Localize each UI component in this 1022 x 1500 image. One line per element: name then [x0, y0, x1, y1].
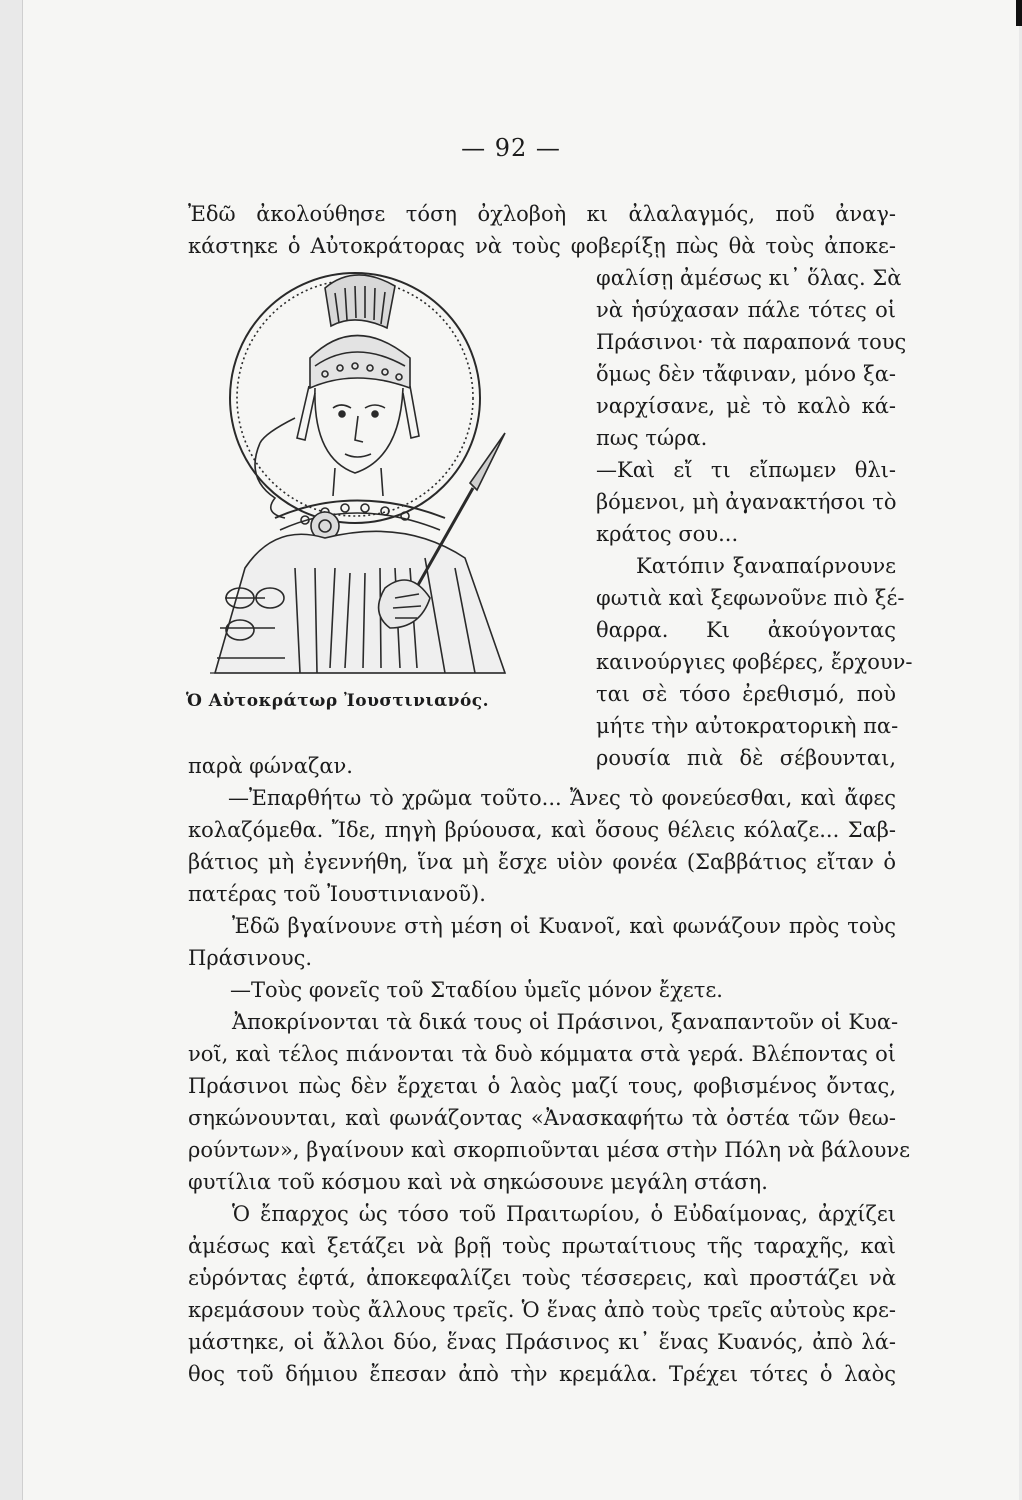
text-line: θος τοῦ δήμιου ἔπεσαν ἀπὸ τὴν κρεμάλα. Τρέχει τότες ὁ λαὸς	[188, 1362, 896, 1386]
text-line: βάτιος μὴ ἐγεννήθη, ἵνα μὴ ἔσχε υἱὸν φονέα (Σαββάτιος εἴταν ὁ	[188, 850, 896, 874]
text-line: Πράσινους.	[188, 946, 313, 970]
text-line: κολαζόμεθα. Ἴδε, πηγὴ βρύουσα, καὶ ὅσους θέλεις κόλαζε... Σαβ-	[188, 818, 896, 842]
text-line: Πράσινοι πὼς δὲν ἔρχεται ὁ λαὸς μαζί τους, φοβισμένος ὄντας,	[188, 1074, 896, 1098]
text-line: Ὁ ἔπαρχος ὡς τόσο τοῦ Πραιτωρίου, ὁ Εὐδαίμονας, ἀρχίζει	[232, 1202, 896, 1226]
text-line: μήτε τὴν αὐτοκρατορικὴ πα-	[596, 714, 899, 738]
text-line: παρὰ φώναζαν.	[188, 754, 353, 778]
text-line: κρεμάσουν τοὺς ἄλλους τρεῖς. Ὁ ἕνας ἀπὸ τοὺς τρεῖς αὐτοὺς κρε-	[188, 1298, 896, 1322]
text-line: Ἀποκρίνονται τὰ δικά τους οἱ Πράσινοι, ξαναπαντοῦν οἱ Κυα-	[232, 1010, 899, 1034]
text-line: ὅμως δὲν τἄφιναν, μόνο ξα-	[596, 362, 896, 386]
text-line: νὰ ἡσύχασαν πάλε τότες οἱ	[596, 298, 896, 322]
text-line: πατέρας τοῦ Ἰουστινιανοῦ).	[188, 882, 486, 906]
text-line: μάστηκε, οἱ ἄλλοι δύο, ἕνας Πράσινος κι᾽ ἕνας Κυανός, ἀπὸ λά-	[188, 1330, 896, 1354]
text-line: Ἐδῶ ἀκολούθησε τόση ὀχλοβοὴ κι ἀλαλαγμός, ποῦ ἀναγ-	[188, 202, 896, 226]
text-line: νοῖ, καὶ τέλος πιάνονται τὰ δυὸ κόμματα στὰ γερά. Βλέποντας οἱ	[188, 1042, 896, 1066]
text-line: ρούντων», βγαίνουν καὶ σκορπιοῦνται μέσα στὴν Πόλη νὰ βάλουνε	[188, 1138, 911, 1162]
text-line: —Τοὺς φονεῖς τοῦ Σταδίου ὑμεῖς μόνον ἔχετε.	[230, 978, 723, 1002]
text-line: φυτίλια τοῦ κόσμου καὶ νὰ σηκώσουνε μεγάλη στάση.	[188, 1170, 768, 1194]
text-line: κράτος σου...	[596, 522, 739, 546]
page-edge-shadow	[1016, 0, 1022, 26]
text-line: φωτιὰ καὶ ξεφωνοῦνε πιὸ ξέ-	[596, 586, 905, 610]
text-line: πως τώρα.	[596, 426, 708, 450]
text-line: —Καὶ εἴ τι εἴπωμεν θλι-	[596, 458, 896, 482]
page-number: — 92 —	[461, 134, 561, 162]
figure-caption: Ὁ Αὐτοκράτωρ Ἰουστινιανός.	[186, 691, 490, 711]
text-line: σηκώνουνται, καὶ φωνάζοντας «Ἀνασκαφήτω τὰ ὀστέα τῶν θεω-	[188, 1106, 896, 1130]
text-line: Ἐδῶ βγαίνουνε στὴ μέση οἱ Κυανοῖ, καὶ φωνάζουν πρὸς τοὺς	[232, 914, 896, 938]
text-line: ται σὲ τόσο ἐρεθισμό, ποὺ	[596, 682, 896, 706]
text-line: θαρρα. Κι ἀκούγοντας	[596, 618, 896, 642]
text-line: κάστηκε ὁ Αὐτοκράτορας νὰ τοὺς φοβερίξῃ πὼς θὰ τοὺς ἀποκε-	[188, 234, 896, 258]
text-line: Κατόπιν ξαναπαίρνουνε	[636, 554, 896, 578]
text-line: βόμενοι, μὴ ἀγανακτήσοι τὸ	[596, 490, 897, 514]
emperor-portrait-illustration	[205, 268, 565, 688]
text-line: ἀμέσως καὶ ξετάζει νὰ βρῇ τοὺς πρωταίτιους τῆς ταραχῆς, καὶ	[188, 1234, 896, 1258]
text-line: φαλίσῃ ἀμέσως κι᾽ ὅλας. Σὰ	[596, 266, 902, 290]
text-line: ναρχίσανε, μὲ τὸ καλὸ κά-	[596, 394, 896, 418]
text-line: Πράσινοι· τὰ παραπονά τους	[596, 330, 907, 354]
text-line: καινούργιες φοβέρες, ἔρχουν-	[596, 650, 913, 674]
text-line: εὑρόντας ἐφτά, ἀποκεφαλίζει τοὺς τέσσερεις, καὶ προστάζει νὰ	[188, 1266, 896, 1290]
text-line: —Ἐπαρθήτω τὸ χρῶμα τοῦτο... Ἄνες τὸ φονεύεσθαι, καὶ ἄφες	[228, 786, 896, 810]
text-line: ρουσία πιὰ δὲ σέβουνται,	[596, 746, 896, 770]
